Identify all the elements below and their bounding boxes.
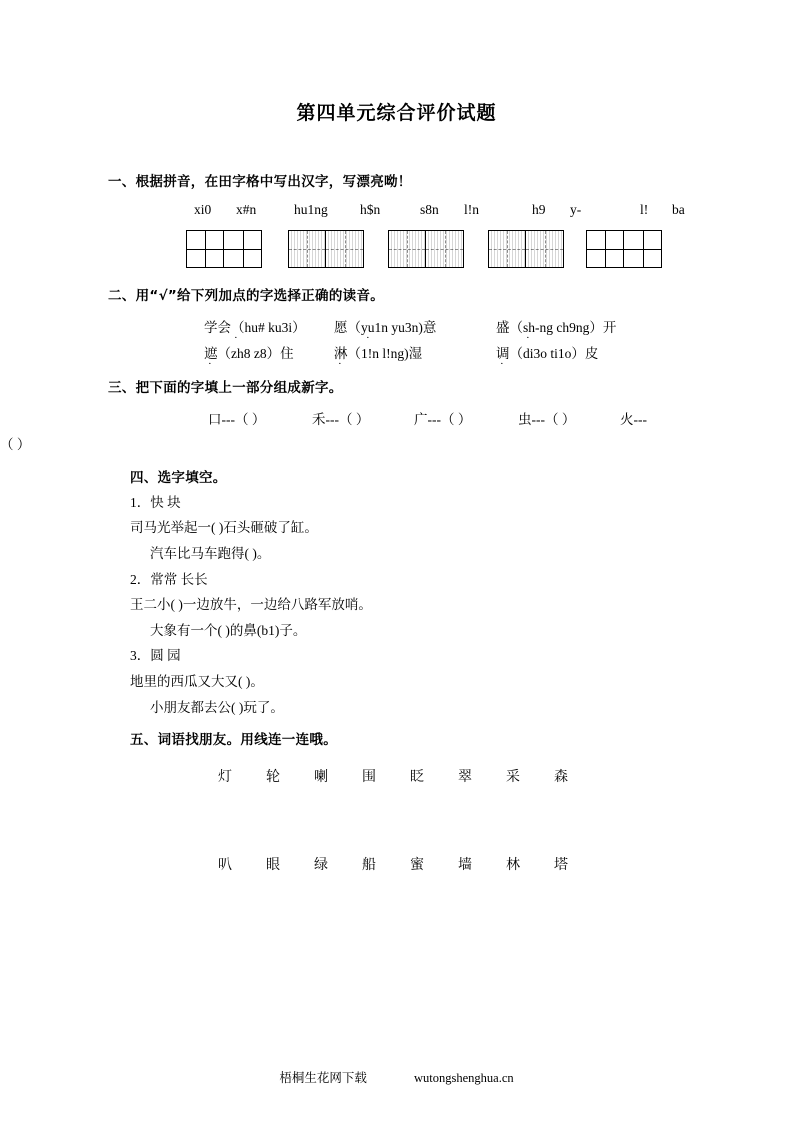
fill-item[interactable]: 广---（ ） — [414, 412, 472, 427]
fill-item[interactable]: 禾---（ ） — [312, 412, 370, 427]
match-char-bottom[interactable]: 绿 — [314, 858, 328, 874]
section-2-line-2 — [108, 342, 688, 368]
tianzige-cell[interactable] — [224, 230, 262, 268]
pinyin-item: h$n — [360, 202, 381, 217]
match-char-top[interactable]: 眨 — [410, 770, 424, 786]
choice-item: 淋（1!n l!ng)湿 — [334, 346, 423, 361]
fill-item[interactable]: 口---（ ） — [208, 412, 266, 427]
section-4-item-1-label: 1．快 块 — [130, 494, 181, 510]
emphasis-dot: · — [208, 358, 212, 370]
match-char-top[interactable]: 轮 — [266, 770, 280, 786]
section-3-row — [108, 408, 688, 432]
section-1-heading: 一、根据拼音，在田字格中写出汉字，写漂亮呦！ — [108, 174, 412, 190]
section-4-item-1-line-1[interactable]: 司马光举起一( )石头砸破了缸。 — [130, 520, 318, 536]
section-2-line-1 — [108, 316, 688, 342]
section-4-item-1-line-2[interactable]: 汽车比马车跑得( )。 — [150, 545, 271, 561]
emphasis-dot: · — [526, 332, 530, 344]
match-char-bottom[interactable]: 蜜 — [410, 858, 424, 874]
match-char-bottom[interactable]: 林 — [506, 858, 520, 874]
section-2-heading: 二、用“√”给下列加点的字选择正确的读音。 — [108, 288, 385, 304]
tianzige-cell[interactable] — [186, 230, 224, 268]
match-char-top[interactable]: 喇 — [314, 770, 328, 786]
pinyin-item: l!n — [464, 202, 479, 217]
document-body — [0, 170, 688, 880]
choice-item: 学会（hu# ku3i） — [204, 320, 306, 335]
section-4-item-3-line-2[interactable]: 小朋友都去公( )玩了。 — [150, 699, 284, 715]
section-4-item-2-line-2[interactable]: 大象有一个( )的鼻(b1)子。 — [150, 622, 307, 638]
match-char-bottom[interactable]: 叭 — [218, 858, 232, 874]
tianzige-box[interactable] — [388, 230, 464, 268]
section-4-item-3-label: 3．圆 园 — [130, 648, 181, 664]
page-footer — [0, 1068, 793, 1086]
emphasis-dot: · — [500, 358, 504, 370]
pinyin-item: s8n — [420, 202, 439, 217]
footer-site-url: wutongshenghua.cn — [414, 1071, 514, 1085]
fill-item[interactable]: 火--- — [620, 412, 647, 427]
section-4-item-3-line-1[interactable]: 地里的西瓜又大又( )。 — [130, 674, 264, 690]
section-4-item-2-label: 2．常常 长长 — [130, 571, 208, 587]
pinyin-item: y- — [570, 202, 582, 217]
match-char-bottom[interactable]: 墙 — [458, 858, 472, 874]
pinyin-item: l! — [640, 202, 649, 217]
section-3-heading: 三、把下面的字填上一部分组成新字。 — [108, 380, 343, 396]
fill-item[interactable]: 虫---（ ） — [518, 412, 576, 427]
match-char-top[interactable]: 采 — [506, 770, 520, 786]
match-char-bottom[interactable]: 眼 — [266, 858, 280, 874]
emphasis-dot: · — [366, 332, 370, 344]
tianzige-box[interactable] — [186, 230, 262, 268]
section-4-item-2-line-1[interactable]: 王二小( )一边放牛，一边给八路军放哨。 — [130, 597, 372, 613]
tianzige-cell[interactable] — [488, 230, 526, 268]
tianzige-box[interactable] — [488, 230, 564, 268]
pinyin-item: ba — [672, 202, 685, 217]
match-char-bottom[interactable]: 船 — [362, 858, 376, 874]
tianzige-cell[interactable] — [326, 230, 364, 268]
tianzige-cell[interactable] — [388, 230, 426, 268]
choice-item: 调（di3o ti1o）皮 — [496, 346, 599, 361]
footer-site-name: 梧桐生花网下载 — [279, 1070, 367, 1085]
section-3-tail[interactable]: （ ） — [0, 437, 31, 452]
choice-item: 盛（sh-ng ch9ng）开 — [496, 320, 617, 335]
pinyin-item: h9 — [532, 202, 546, 217]
match-char-top[interactable]: 森 — [554, 770, 568, 786]
choice-item: 遮（zh8 z8）住 — [204, 346, 294, 361]
section-5-row-bottom — [108, 854, 688, 880]
tianzige-cell[interactable] — [426, 230, 464, 268]
choice-item: 愿（yu1n yu3n)意 — [334, 320, 437, 335]
tianzige-cell[interactable] — [526, 230, 564, 268]
pinyin-item: xi0 — [194, 202, 212, 217]
pinyin-item: hu1ng — [294, 202, 328, 217]
tianzige-cell[interactable] — [288, 230, 326, 268]
tianzige-box[interactable] — [586, 230, 662, 268]
section-4-heading: 四、选字填空。 — [130, 469, 227, 486]
emphasis-dot: · — [234, 332, 238, 344]
match-char-bottom[interactable]: 塔 — [554, 858, 568, 874]
tianzige-cell[interactable] — [624, 230, 662, 268]
match-char-top[interactable]: 灯 — [218, 770, 232, 786]
tianzige-cell[interactable] — [586, 230, 624, 268]
section-5-heading: 五、词语找朋友。用线连一连哦。 — [130, 732, 337, 749]
section-1-grid-row — [108, 230, 688, 270]
section-1-pinyin-row — [108, 202, 688, 224]
emphasis-dot: · — [338, 358, 342, 370]
match-char-top[interactable]: 翠 — [458, 770, 472, 786]
match-char-top[interactable]: 围 — [362, 770, 376, 786]
tianzige-box[interactable] — [288, 230, 364, 268]
section-5-row-top — [108, 766, 688, 792]
page-title: 第四单元综合评价试题 — [296, 102, 497, 124]
pinyin-item: x#n — [236, 202, 257, 217]
